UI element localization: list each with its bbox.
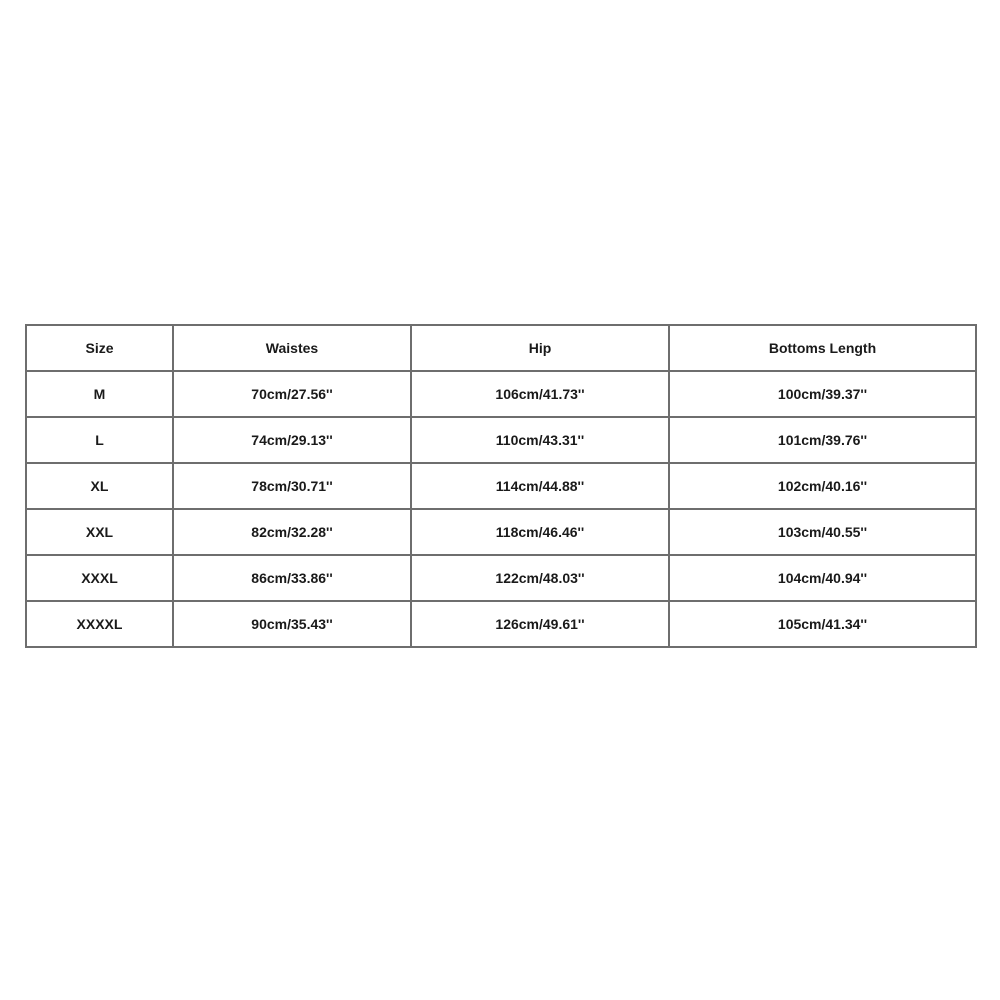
table-row — [26, 509, 976, 555]
header-bottoms-length: Bottoms Length — [669, 325, 976, 371]
cell-size: XXXXL — [26, 601, 173, 647]
cell-size: L — [26, 417, 173, 463]
cell-bottoms-length: 105cm/41.34'' — [669, 601, 976, 647]
table-header-row — [26, 325, 976, 371]
cell-waist: 90cm/35.43'' — [173, 601, 411, 647]
cell-size: XXXL — [26, 555, 173, 601]
cell-bottoms-length: 100cm/39.37'' — [669, 371, 976, 417]
cell-waist: 86cm/33.86'' — [173, 555, 411, 601]
header-size: Size — [26, 325, 173, 371]
cell-bottoms-length: 101cm/39.76'' — [669, 417, 976, 463]
cell-hip: 110cm/43.31'' — [411, 417, 669, 463]
cell-waist: 78cm/30.71'' — [173, 463, 411, 509]
cell-hip: 114cm/44.88'' — [411, 463, 669, 509]
size-chart-table — [25, 324, 977, 648]
table-row — [26, 601, 976, 647]
table-row — [26, 555, 976, 601]
cell-bottoms-length: 103cm/40.55'' — [669, 509, 976, 555]
cell-hip: 106cm/41.73'' — [411, 371, 669, 417]
cell-hip: 126cm/49.61'' — [411, 601, 669, 647]
cell-waist: 70cm/27.56'' — [173, 371, 411, 417]
cell-bottoms-length: 104cm/40.94'' — [669, 555, 976, 601]
cell-bottoms-length: 102cm/40.16'' — [669, 463, 976, 509]
cell-size: XXL — [26, 509, 173, 555]
header-hip: Hip — [411, 325, 669, 371]
cell-waist: 82cm/32.28'' — [173, 509, 411, 555]
table-row — [26, 371, 976, 417]
table-row — [26, 417, 976, 463]
cell-size: M — [26, 371, 173, 417]
cell-hip: 118cm/46.46'' — [411, 509, 669, 555]
cell-hip: 122cm/48.03'' — [411, 555, 669, 601]
table-row — [26, 463, 976, 509]
header-waist: Waistes — [173, 325, 411, 371]
cell-size: XL — [26, 463, 173, 509]
cell-waist: 74cm/29.13'' — [173, 417, 411, 463]
